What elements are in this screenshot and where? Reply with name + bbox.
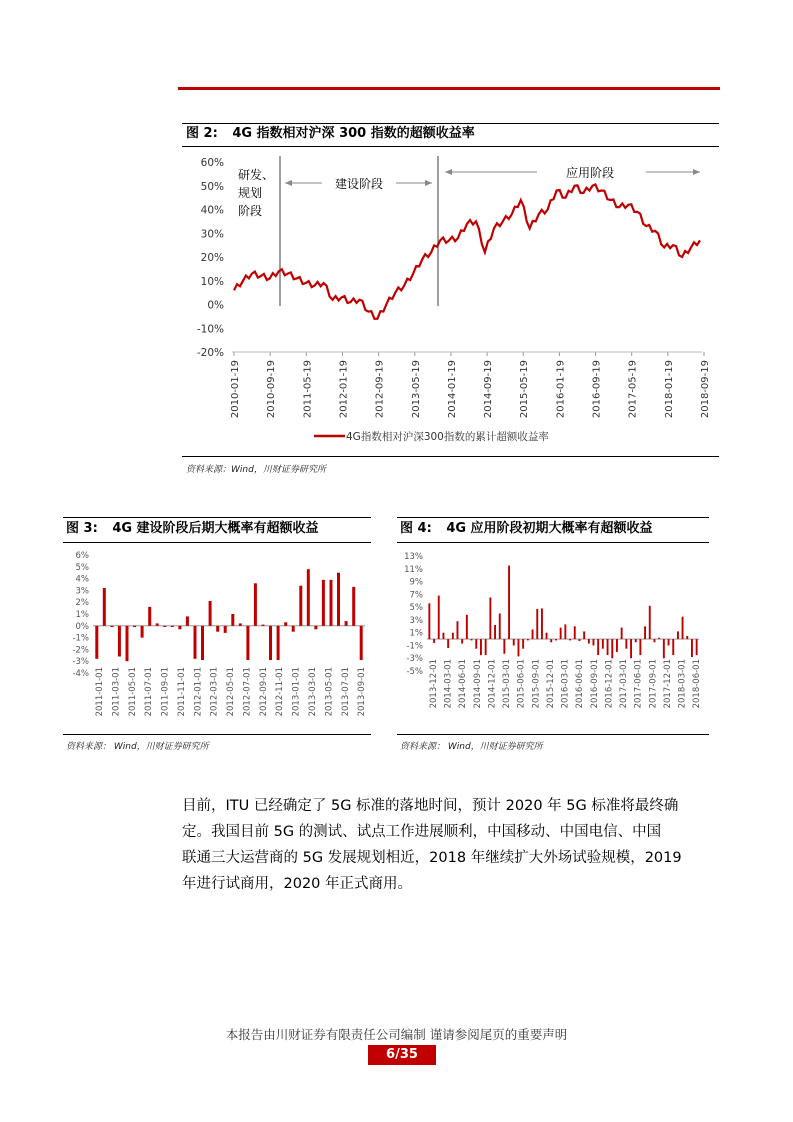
bar (231, 614, 234, 626)
x-tick-label: 2014-12-01 (487, 659, 498, 709)
x-tick-label: 2010-09-19 (266, 360, 278, 419)
bar (485, 639, 487, 655)
body-line: 目前，ITU 已经确定了 5G 标准的落地时间，预计 2020 年 5G 标准将最终确 (182, 798, 679, 814)
x-tick-label: 2012-01-19 (338, 360, 350, 419)
x-tick-label: 2012-09-19 (374, 360, 386, 419)
bar (635, 639, 637, 642)
bar (186, 616, 189, 625)
y-tick-label: -5% (406, 667, 423, 677)
bar (466, 615, 468, 639)
y-tick-label: 60% (200, 157, 224, 169)
bar (593, 639, 595, 645)
bar (616, 639, 618, 652)
y-tick-label: 30% (200, 228, 224, 241)
y-tick-label: 7% (409, 590, 423, 601)
fig3-label: 图 3: (66, 521, 98, 536)
fig2-label: 图 2: (186, 126, 218, 141)
y-tick-label: 20% (200, 252, 224, 264)
bar (677, 631, 679, 639)
y-tick-label: 11% (404, 564, 423, 575)
bar (696, 639, 698, 655)
bar (141, 626, 144, 638)
y-tick-label: -1% (72, 633, 89, 644)
body-paragraph (182, 793, 722, 897)
body-line: 定。我国目前 5G 的测试、试点工作进展顺利，中国移动、中国电信、中国 (182, 824, 662, 840)
fig3-bottom-rule (63, 734, 371, 735)
bar (686, 636, 688, 639)
bar (224, 626, 227, 633)
bar (461, 639, 463, 644)
x-tick-label: 2012-03-01 (209, 667, 220, 717)
bar (299, 586, 302, 626)
bar (682, 617, 684, 639)
y-tick-label: -20% (196, 347, 224, 359)
y-tick-label: -10% (196, 323, 224, 336)
bar (625, 639, 627, 649)
bar (508, 566, 510, 640)
y-tick-label: 50% (200, 180, 224, 193)
bar (494, 625, 496, 639)
y-tick-label: -3% (406, 654, 423, 665)
y-tick-label: 0% (75, 621, 89, 632)
y-tick-label: 0% (207, 299, 224, 312)
y-tick-label: 1% (409, 628, 423, 639)
bar (672, 639, 674, 655)
bar (654, 639, 656, 642)
bar (322, 580, 325, 626)
bar (536, 609, 538, 639)
fig4-top-rule (397, 517, 709, 518)
bar (148, 607, 151, 626)
bar (546, 633, 548, 639)
x-tick-label: 2015-12-01 (545, 659, 556, 709)
bar (480, 639, 482, 655)
x-tick-label: 2017-03-01 (619, 659, 630, 709)
bar (639, 639, 641, 655)
bar (307, 569, 310, 626)
bar (126, 626, 129, 661)
fig2-line-chart (182, 150, 719, 455)
x-tick-label: 2018-09-19 (700, 360, 711, 419)
x-tick-label: 2012-05-01 (226, 667, 237, 717)
y-tick-label: 6% (75, 551, 89, 561)
bar (284, 622, 287, 626)
bar (360, 626, 363, 660)
bar (518, 639, 520, 656)
x-tick-label: 2014-06-01 (458, 659, 469, 709)
bar (691, 639, 693, 657)
bar (352, 587, 355, 626)
bar (569, 639, 571, 640)
x-tick-label: 2011-05-19 (302, 360, 314, 419)
bar (95, 626, 98, 659)
bar (560, 628, 562, 640)
fig2-caption (186, 125, 475, 143)
x-tick-label: 2017-06-01 (633, 659, 644, 709)
y-tick-label: 2% (75, 598, 89, 609)
bar (663, 639, 665, 658)
fig2-title-rule (182, 146, 719, 147)
bar (597, 639, 599, 655)
x-tick-label: 2016-06-01 (575, 659, 586, 709)
bar (262, 625, 265, 626)
y-tick-label: -4% (72, 669, 89, 679)
fig3-top-rule (63, 517, 371, 518)
bar (246, 626, 249, 660)
x-tick-label: 2011-03-01 (111, 667, 122, 717)
fig4-source: 资料来源： Wind，川财证券研究所 (400, 742, 543, 752)
bar (658, 638, 660, 639)
excess-return-series-line (234, 185, 700, 319)
x-tick-label: 2018-06-01 (692, 659, 703, 709)
phase1-label-line3: 阶段 (238, 204, 263, 218)
x-tick-label: 2012-09-01 (258, 667, 269, 717)
x-tick-label: 2016-09-01 (589, 659, 600, 709)
bar (194, 626, 197, 659)
header-rule (178, 87, 720, 90)
bar (532, 630, 534, 640)
x-tick-label: 2014-01-19 (446, 360, 458, 419)
x-tick-label: 2011-07-01 (144, 667, 155, 717)
x-tick-label: 2013-03-01 (308, 667, 319, 717)
x-tick-label: 2013-09-01 (357, 667, 368, 717)
y-tick-label: -2% (72, 645, 89, 656)
fig2-source: 资料来源：Wind，川财证券研究所 (186, 465, 326, 475)
x-tick-label: 2011-01-01 (95, 667, 105, 717)
phase1-label-line2: 规划 (238, 186, 263, 200)
body-line: 联通三大运营商的 5G 发展规划相近，2018 年继续扩大外场试验规模，2019 (182, 850, 682, 866)
y-tick-label: -3% (72, 657, 89, 668)
bar (588, 639, 590, 644)
bar (433, 639, 435, 643)
bar (163, 626, 166, 627)
phase1-label-line1: 研发、 (238, 168, 275, 182)
x-tick-label: 2013-12-01 (429, 659, 439, 709)
bar (611, 639, 613, 658)
bar (209, 601, 212, 626)
bar (239, 623, 242, 625)
x-tick-label: 2018-01-19 (663, 360, 675, 419)
x-tick-label: 2015-06-01 (516, 659, 527, 709)
bar (527, 639, 529, 640)
bar (564, 624, 566, 639)
bar (607, 639, 609, 655)
bar (499, 614, 501, 640)
bar (277, 626, 280, 660)
footer-disclaimer: 本报告由川财证券有限责任公司编制 谨请参阅尾页的重要声明 (225, 1027, 568, 1042)
x-tick-label: 2017-12-01 (662, 659, 673, 709)
x-tick-label: 2012-01-01 (193, 667, 204, 717)
x-tick-label: 2013-05-01 (324, 667, 335, 717)
y-tick-label: 3% (409, 615, 423, 626)
bar (171, 626, 174, 627)
x-tick-label: 2012-11-01 (275, 667, 286, 717)
bar (574, 626, 576, 639)
bar (443, 633, 445, 639)
x-tick-label: 2013-07-01 (340, 667, 351, 717)
bar (103, 588, 106, 626)
bar (489, 598, 491, 640)
y-tick-label: 40% (200, 204, 224, 217)
bar (471, 639, 473, 640)
bar (602, 639, 604, 649)
bar (541, 608, 543, 639)
y-tick-label: 4% (75, 574, 89, 585)
y-tick-label: 5% (75, 562, 89, 573)
bar (513, 639, 515, 645)
bar (269, 626, 272, 660)
bar (345, 621, 348, 626)
bar (649, 606, 651, 639)
bar (118, 626, 121, 657)
bar (452, 633, 454, 639)
bar (178, 626, 181, 630)
bar (292, 626, 295, 632)
x-tick-label: 2011-05-01 (127, 667, 138, 717)
fig3-bar-chart (63, 546, 371, 731)
body-line: 年进行试商用，2020 年正式商用。 (182, 876, 413, 892)
bar (583, 631, 585, 639)
x-tick-label: 2011-09-01 (160, 667, 171, 717)
bar (447, 639, 449, 648)
y-tick-label: 1% (75, 610, 89, 620)
fig4-bottom-rule (397, 734, 709, 735)
bar (254, 583, 257, 626)
fig3-title: 4G 建设阶段后期大概率有超额收益 (112, 521, 319, 536)
fig4-caption (400, 520, 653, 538)
y-tick-label: 5% (409, 603, 423, 614)
fig2-top-rule (182, 123, 719, 124)
phase2-label: 建设阶段 (334, 177, 384, 191)
bar (668, 639, 670, 645)
y-tick-label: 9% (409, 577, 423, 588)
y-tick-label: 3% (75, 586, 89, 597)
bar (156, 623, 159, 625)
bar (216, 626, 219, 632)
bar (621, 628, 623, 640)
x-tick-label: 2017-05-19 (627, 360, 639, 419)
bar (475, 639, 477, 649)
bar (503, 639, 505, 654)
x-tick-label: 2015-05-19 (519, 360, 531, 419)
fig3-caption (66, 520, 319, 538)
page-number: 6/35 (368, 1045, 436, 1065)
fig4-label: 图 4: (400, 521, 432, 536)
x-tick-label: 2015-03-01 (502, 659, 513, 709)
bar (314, 626, 317, 630)
bar (337, 573, 340, 626)
bar (644, 626, 646, 639)
x-tick-label: 2015-09-01 (531, 659, 542, 709)
x-tick-label: 2014-03-01 (443, 659, 454, 709)
x-tick-label: 2010-01-19 (230, 360, 241, 419)
fig4-bar-chart (397, 546, 709, 731)
legend-label: 4G指数相对沪深300指数的累计超额收益率 (346, 431, 549, 443)
fig4-title-rule (397, 542, 709, 543)
bar (457, 621, 459, 639)
x-tick-label: 2016-03-01 (560, 659, 571, 709)
bar (110, 626, 113, 627)
fig2-title: 4G 指数相对沪深 300 指数的超额收益率 (232, 126, 475, 141)
y-tick-label: 13% (404, 552, 423, 562)
bar (630, 639, 632, 658)
bar (555, 639, 557, 640)
x-tick-label: 2014-09-01 (472, 659, 483, 709)
x-tick-label: 2016-09-19 (591, 360, 603, 419)
x-tick-label: 2017-09-01 (648, 659, 659, 709)
fig2-bottom-rule (182, 456, 719, 457)
y-tick-label: 10% (200, 275, 224, 288)
fig3-source: 资料来源： Wind，川财证券研究所 (66, 742, 209, 752)
x-tick-label: 2013-05-19 (410, 360, 422, 419)
bar (550, 639, 552, 642)
bar (522, 639, 524, 649)
fig4-title: 4G 应用阶段初期大概率有超额收益 (446, 521, 653, 536)
x-tick-label: 2011-11-01 (176, 667, 187, 717)
y-tick-label: -1% (406, 641, 423, 652)
phase3-label: 应用阶段 (565, 166, 615, 180)
bar (330, 580, 333, 626)
fig3-title-rule (63, 542, 371, 543)
bar (438, 596, 440, 639)
x-tick-label: 2016-12-01 (604, 659, 615, 709)
x-tick-label: 2018-03-01 (677, 659, 688, 709)
x-tick-label: 2013-01-01 (291, 667, 302, 717)
x-tick-label: 2016-01-19 (555, 360, 567, 419)
x-tick-label: 2014-09-19 (483, 360, 495, 419)
bar (133, 626, 136, 627)
bar (579, 639, 581, 641)
bar (428, 603, 430, 639)
bar (201, 626, 204, 660)
x-tick-label: 2012-07-01 (242, 667, 253, 717)
